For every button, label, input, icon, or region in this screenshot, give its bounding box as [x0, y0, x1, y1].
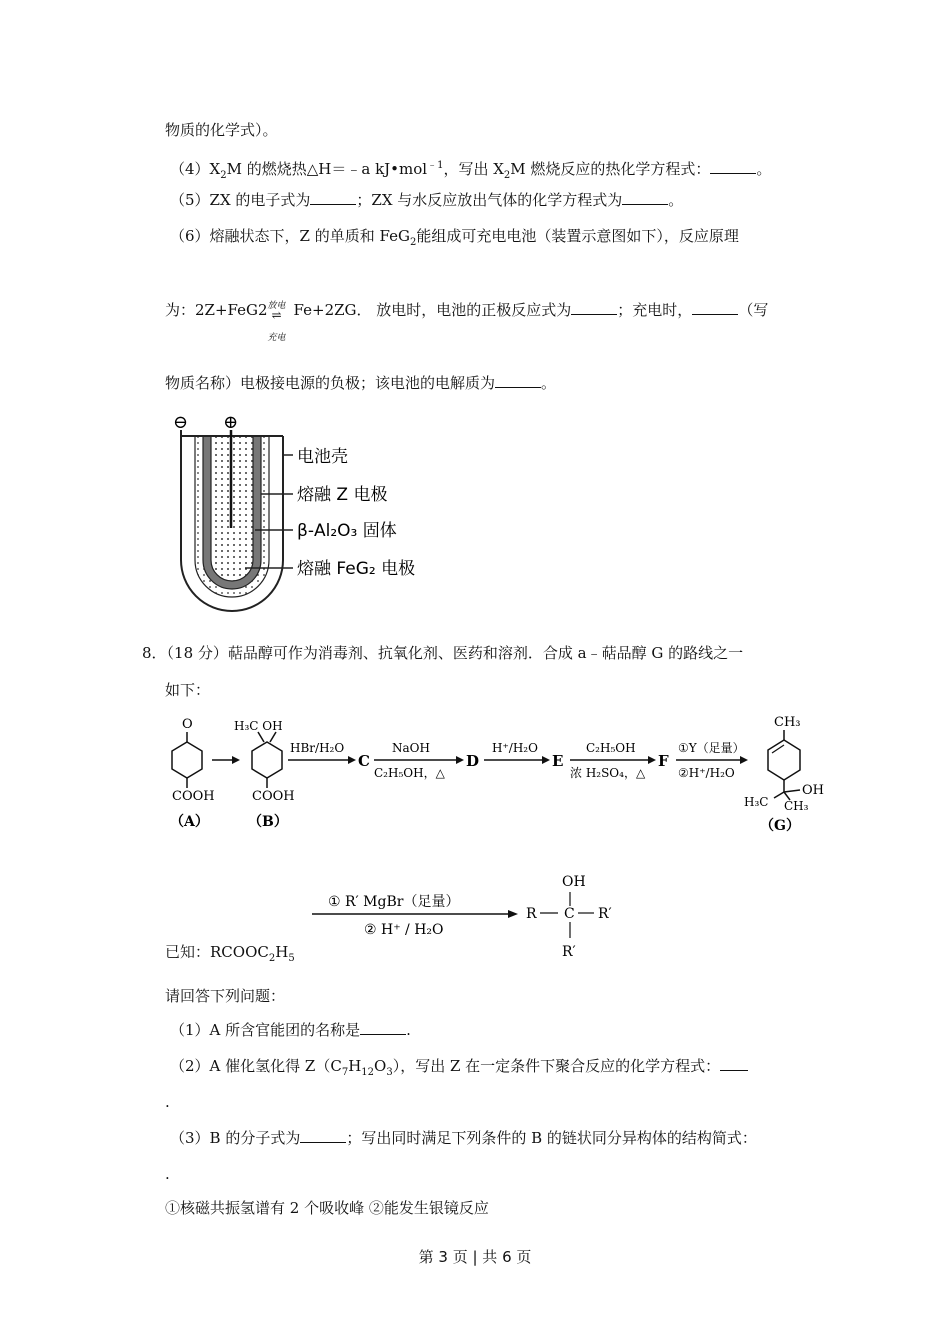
answer-blank[interactable] — [495, 373, 541, 388]
svg-text:①Y（足量）: ①Y（足量） — [678, 741, 745, 755]
svg-text:H₃C OH: H₃C OH — [234, 719, 283, 733]
svg-text:② H⁺ / H₂O: ② H⁺ / H₂O — [364, 922, 444, 938]
svg-text:C: C — [564, 906, 575, 922]
compound-b — [234, 719, 295, 830]
question-8: 8．（18 分）萜品醇可作为消毒剂、抗氧化剂、医药和溶剂．合成 a﹣萜品醇 G 的路线之一 — [142, 644, 744, 662]
svg-text:R: R — [526, 906, 537, 922]
compound-a — [170, 717, 215, 830]
reversible-arrow: 放电 ⇌ 充电 — [267, 301, 286, 343]
answer-blank[interactable] — [300, 1128, 346, 1143]
sub-question-1: （1）A 所含官能团的名称是 . — [170, 1021, 411, 1039]
svg-text:②H⁺/H₂O: ②H⁺/H₂O — [678, 766, 735, 780]
svg-text:（G）: （G） — [760, 818, 800, 834]
label-beta-alumina: β-Al₂O₃ 固体 — [297, 521, 397, 541]
sub-question-3: （3）B 的分子式为 ；写出同时满足下列条件的 B 的链状同分异构体的结构简式： — [170, 1129, 757, 1147]
svg-text:① R′ MgBr（足量）: ① R′ MgBr（足量） — [328, 894, 460, 910]
svg-text:（A）: （A） — [170, 814, 209, 830]
text-line: 请回答下列问题： — [165, 987, 286, 1005]
answer-blank[interactable] — [622, 190, 668, 205]
svg-text:OH: OH — [562, 874, 586, 890]
text-line: 物质名称）电极接电源的负极；该电池的电解质为 。 — [165, 374, 557, 392]
svg-text:COOH: COOH — [252, 789, 295, 804]
compound-g — [744, 715, 824, 834]
synthesis-scheme — [160, 710, 850, 840]
svg-text:H⁺/H₂O: H⁺/H₂O — [492, 741, 538, 755]
svg-text:E: E — [552, 752, 564, 770]
minus-sign: ⊖ — [173, 412, 189, 433]
plus-sign: ⊕ — [223, 412, 239, 433]
label-shell: 电池壳 — [297, 447, 348, 467]
text-line: . — [165, 1093, 170, 1111]
answer-blank[interactable] — [720, 1056, 748, 1071]
svg-text:C: C — [358, 752, 370, 770]
battery-diagram — [165, 410, 445, 620]
svg-text:COOH: COOH — [172, 789, 215, 804]
known-reaction — [310, 862, 640, 962]
svg-text:F: F — [658, 752, 669, 770]
svg-text:HBr/H₂O: HBr/H₂O — [290, 741, 345, 755]
svg-text:R′: R′ — [598, 906, 612, 922]
answer-blank[interactable] — [692, 300, 738, 315]
svg-text:R′: R′ — [562, 944, 576, 960]
text-line: . — [165, 1165, 170, 1183]
answer-blank[interactable] — [710, 159, 756, 174]
question-6: （6）熔融状态下，Z 的单质和 FeG$_2$能组成可充电电池（装置示意图如下），反应原理 — [170, 227, 739, 248]
answer-blank[interactable] — [571, 300, 617, 315]
label-z-electrode: 熔融 Z 电极 — [297, 485, 388, 505]
svg-text:O: O — [182, 717, 193, 732]
svg-text:CH₃: CH₃ — [774, 715, 801, 730]
reaction-principle: 为：2Z+FeG2 放电 ⇌ 充电 Fe+2ZG． 放电时，电池的正极反应式为 ；充电时， （写 — [165, 301, 769, 343]
conditions: ①核磁共振氢谱有 2 个吸收峰 ②能发生银镜反应 — [165, 1199, 489, 1217]
svg-text:H₃C: H₃C — [744, 795, 769, 809]
svg-text:C₂H₅OH，△: C₂H₅OH，△ — [374, 766, 445, 780]
svg-text:浓 H₂SO₄，△: 浓 H₂SO₄，△ — [570, 766, 646, 780]
text-line: 物质的化学式）。 — [165, 121, 278, 139]
page-footer: 第 3 页 | 共 6 页 — [418, 1248, 532, 1266]
svg-text:NaOH: NaOH — [392, 741, 430, 755]
answer-blank[interactable] — [310, 190, 356, 205]
text-line: 如下： — [165, 681, 211, 699]
sub-question-2: （2）A 催化氢化得 $Z(C_7H_{12}O_3)$，写出 Z 在一定条件下聚合反应的化学方程式： — [170, 1056, 748, 1083]
question-5: （5）ZX 的电子式为 ；ZX 与水反应放出气体的化学方程式为 。 — [170, 191, 684, 209]
svg-text:CH₃: CH₃ — [784, 799, 809, 813]
svg-text:D: D — [466, 752, 480, 770]
svg-text:（B）: （B） — [248, 814, 288, 830]
svg-text:OH: OH — [802, 783, 824, 798]
label-feg2-electrode: 熔融 FeG₂ 电极 — [297, 559, 416, 579]
known-text: 已知：$RCOOC_2H_5$ — [165, 943, 295, 964]
svg-text:C₂H₅OH: C₂H₅OH — [586, 741, 636, 755]
answer-blank[interactable] — [360, 1020, 406, 1035]
question-4: $(4)X_2M$ 的燃烧热△H＝﹣a kJ•mol$^{﹣1}$，写出 $X_2M$ 燃烧反应的热化学方程式： 。 — [170, 160, 772, 181]
